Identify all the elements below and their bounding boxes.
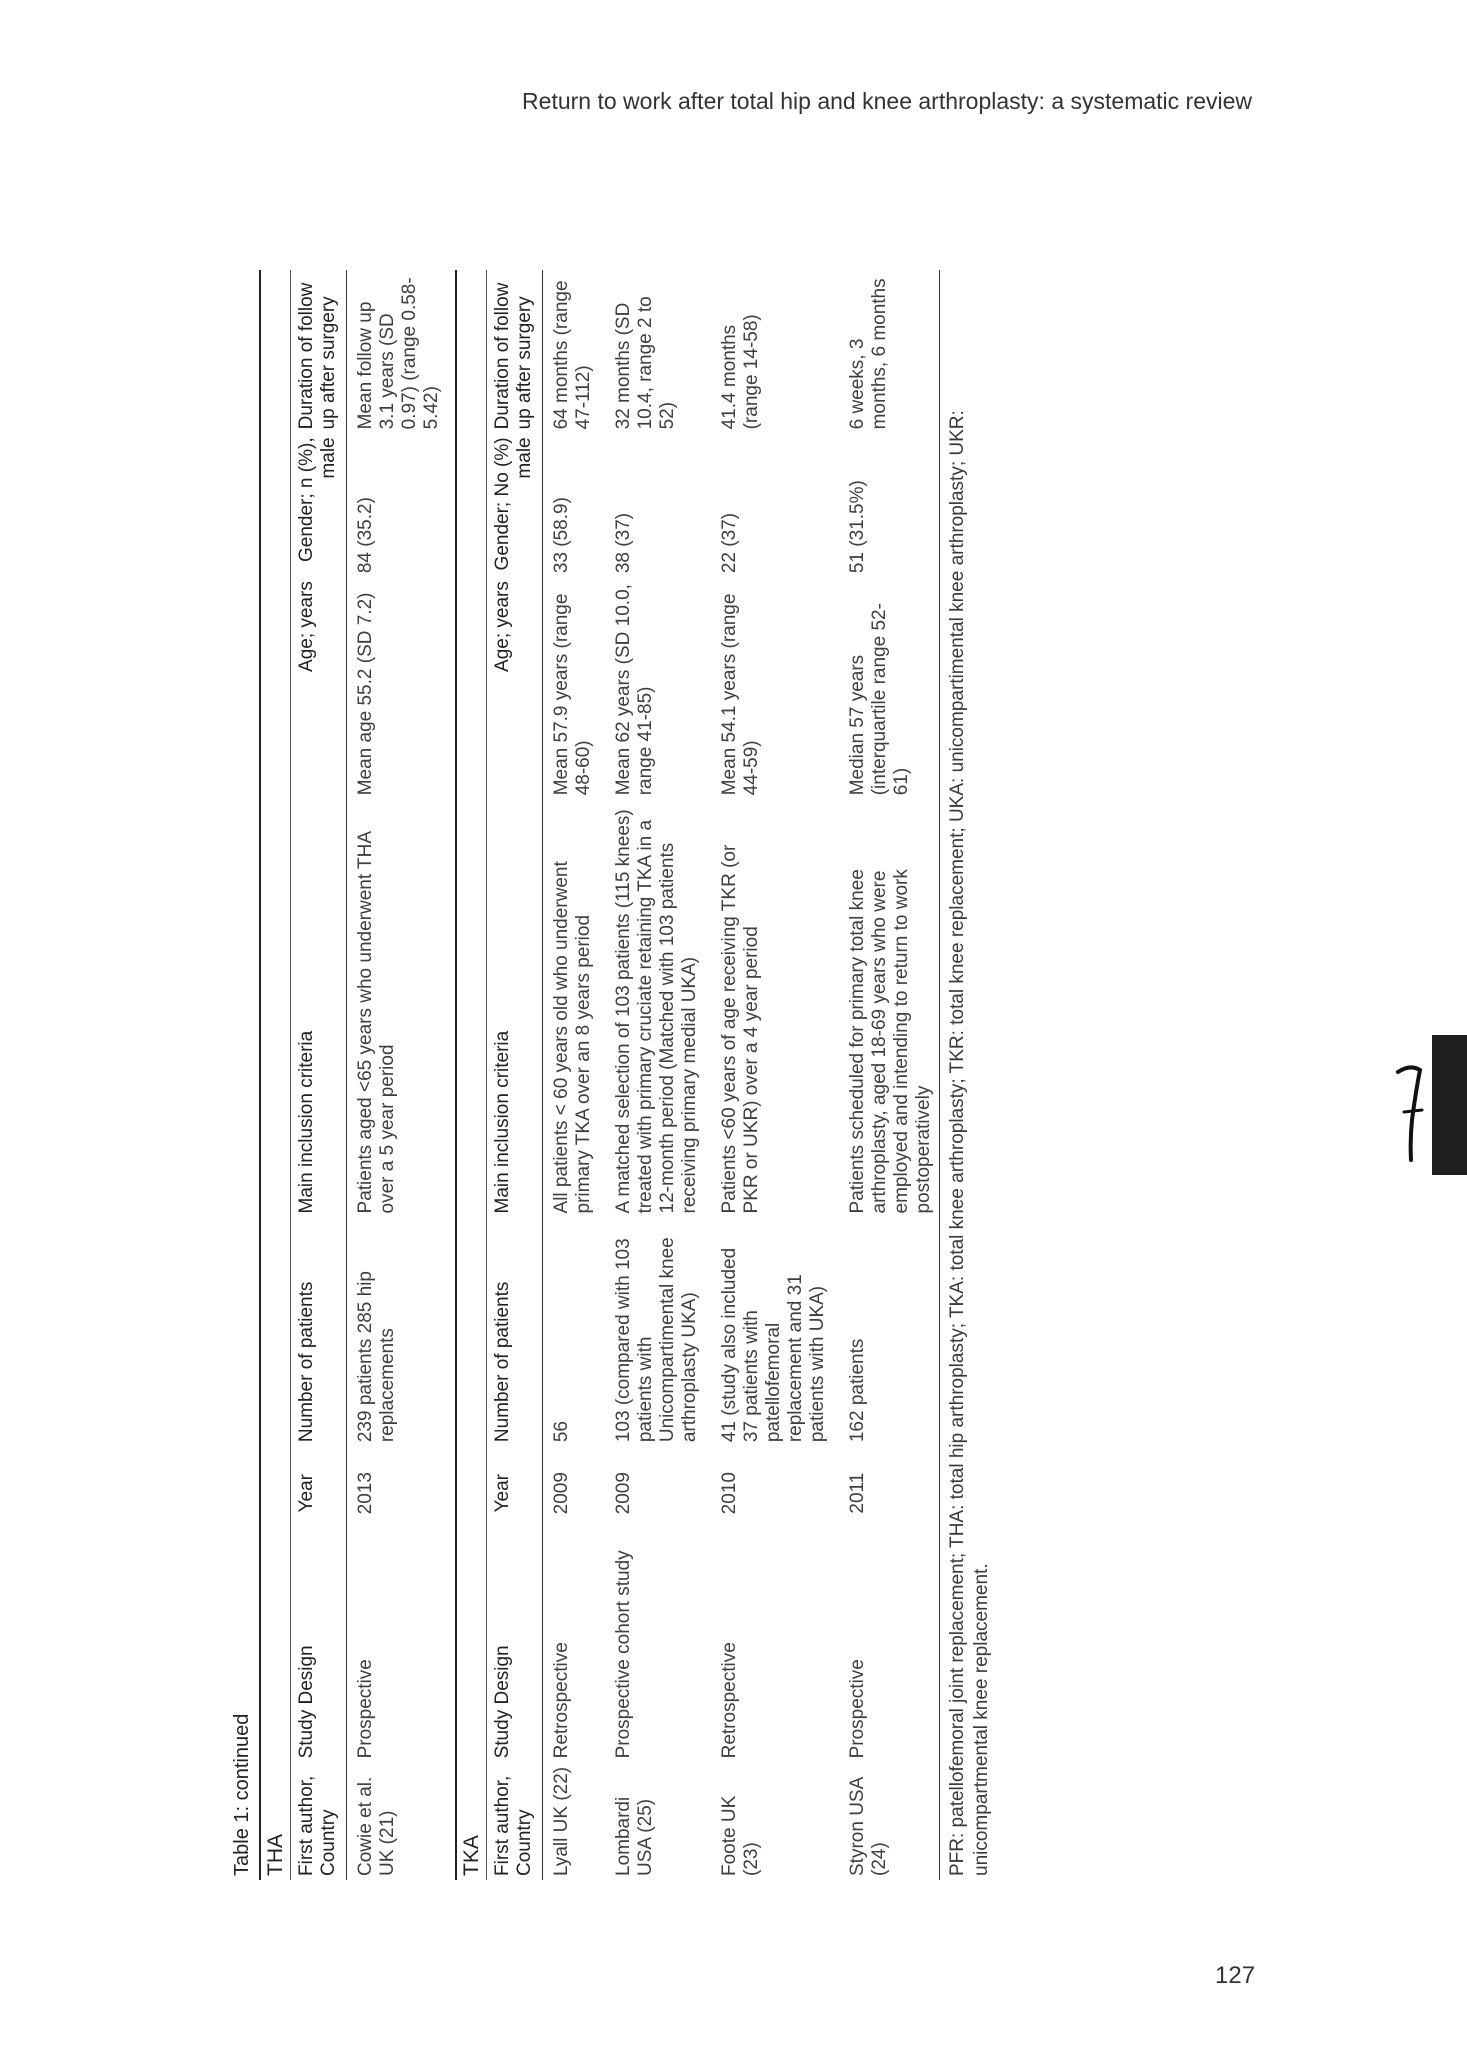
column-header: Duration of follow up after surgery	[487, 270, 543, 433]
cell-year: 2010	[719, 1472, 740, 1515]
page-number: 127	[1215, 1962, 1256, 1989]
cell-gender: 33 (58.9)	[551, 497, 572, 574]
table-header-tka	[487, 270, 543, 1880]
cell-duration: 41.4 months (range 14-58)	[719, 314, 762, 430]
column-header: Main inclusion criteria	[291, 799, 347, 1217]
cell-year: 2011	[839, 1446, 940, 1540]
cell-duration: 6 weeks, 3 months, 6 months	[839, 270, 940, 433]
chapter-number-handwritten	[1390, 1060, 1430, 1170]
cell-gender: 38 (37)	[613, 512, 634, 574]
cell-criteria: Patients scheduled for primary total knee arthroplasty, aged 18-69 years who were employed and intending to return to work postoperatively	[839, 799, 940, 1217]
cell-criteria: Patients aged <65 years who underwent THA over a 5 year period	[347, 799, 457, 1217]
cell-duration: 32 months (SD 10.4, range 2 to 52)	[613, 296, 678, 430]
cell-design: Retrospective	[719, 1642, 740, 1759]
column-header: Age; years	[487, 577, 543, 799]
cell-design: Prospective	[347, 1540, 457, 1762]
table-row	[543, 270, 606, 1880]
section-label-tha: THA	[260, 270, 291, 1880]
rotated-table-container	[225, 190, 1235, 1880]
cell-age: Mean age 55.2 (SD 7.2)	[347, 577, 457, 799]
studies-table	[259, 270, 940, 1880]
column-header: First author, Country	[487, 1762, 543, 1880]
table-row	[711, 270, 839, 1880]
cell-design: Retrospective	[551, 1642, 572, 1759]
cell-design: Prospective cohort study	[613, 1550, 634, 1759]
table-caption: Table 1: continued	[231, 1713, 253, 1876]
cell-year: 2009	[613, 1472, 634, 1515]
column-header: Age; years	[291, 577, 347, 799]
column-header: First author, Country	[291, 1762, 347, 1880]
cell-age: Mean 54.1 years (range 44-59)	[719, 593, 762, 796]
cell-patients: 162 patients	[839, 1217, 940, 1446]
table-footnote: PFR: patellofemoral joint replacement; THA: total hip arthroplasty; TKA: total knee arthroplasty; TKR: total knee replacement; UKA: unicompartimental knee arthroplasty; UKR: unicompartmental knee replacement.	[947, 410, 992, 1876]
table-row	[839, 270, 940, 1880]
cell-author: Foote UK (23)	[719, 1795, 762, 1876]
cell-age: Mean 57.9 years (range 48-60)	[551, 593, 594, 796]
column-header: Number of patients	[291, 1217, 347, 1446]
cell-gender: 51 (31.5%)	[839, 433, 940, 577]
cell-patients: 239 patients 285 hip replacements	[347, 1217, 457, 1446]
column-header: Year	[291, 1446, 347, 1540]
column-header: Main inclusion criteria	[487, 799, 543, 1217]
column-header: Study Design	[487, 1540, 543, 1762]
cell-year: 2013	[347, 1446, 457, 1540]
cell-duration: Mean follow up 3.1 years (SD 0.97) (range 0.58- 5.42)	[347, 270, 457, 433]
cell-criteria: A matched selection of 103 patients (115 knees) treated with primary cruciate retaining TKA in a 12-month period (Matched with 103 patients receiving primary medial UKA)	[613, 809, 700, 1214]
table-header-tha	[291, 270, 347, 1880]
running-head: Return to work after total hip and knee arthroplasty: a systematic review	[522, 88, 1252, 114]
cell-age: Median 57 years (interquartile range 52-61)	[839, 577, 940, 799]
cell-patients: 56	[551, 1421, 572, 1443]
cell-year: 2009	[551, 1472, 572, 1515]
cell-criteria: All patients < 60 years old who underwent primary TKA over an 8 years period	[551, 861, 594, 1214]
section-label-tka: TKA	[456, 270, 487, 1880]
cell-author: Styron USA (24)	[839, 1762, 940, 1880]
cell-age: Mean 62 years (SD 10.0, range 41-85)	[613, 584, 656, 796]
cell-gender: 22 (37)	[719, 512, 740, 574]
section-row-tka	[456, 270, 487, 1880]
section-row-tha	[260, 270, 291, 1880]
column-header: Study Design	[291, 1540, 347, 1762]
cell-author: Cowie et al. UK (21)	[347, 1762, 457, 1880]
cell-author: Lombardi USA (25)	[613, 1796, 656, 1876]
column-header: Gender; n (%), male	[291, 433, 347, 577]
cell-criteria: Patients <60 years of age receiving TKR (or PKR or UKR) over a 4 year period	[719, 844, 762, 1214]
cell-duration: 64 months (range 47-112)	[551, 280, 594, 430]
cell-patients: 103 (compared with 103 patients with Unicompartimental knee arthroplasty UKA)	[613, 1237, 700, 1443]
cell-gender: 84 (35.2)	[347, 433, 457, 577]
table-row	[605, 270, 711, 1880]
column-header: Year	[487, 1446, 543, 1540]
column-header: Number of patients	[487, 1217, 543, 1446]
table-row	[347, 270, 457, 1880]
cell-author: Lyall UK (22)	[551, 1766, 572, 1876]
column-header: Gender; No (%) male	[487, 433, 543, 577]
cell-design: Prospective	[839, 1540, 940, 1762]
column-header: Duration of follow up after surgery	[291, 270, 347, 433]
cell-patients: 41 (study also included 37 patients with patellofemoral replacement and 31 patients with UKA)	[719, 1247, 828, 1443]
chapter-tab	[1432, 1035, 1467, 1175]
